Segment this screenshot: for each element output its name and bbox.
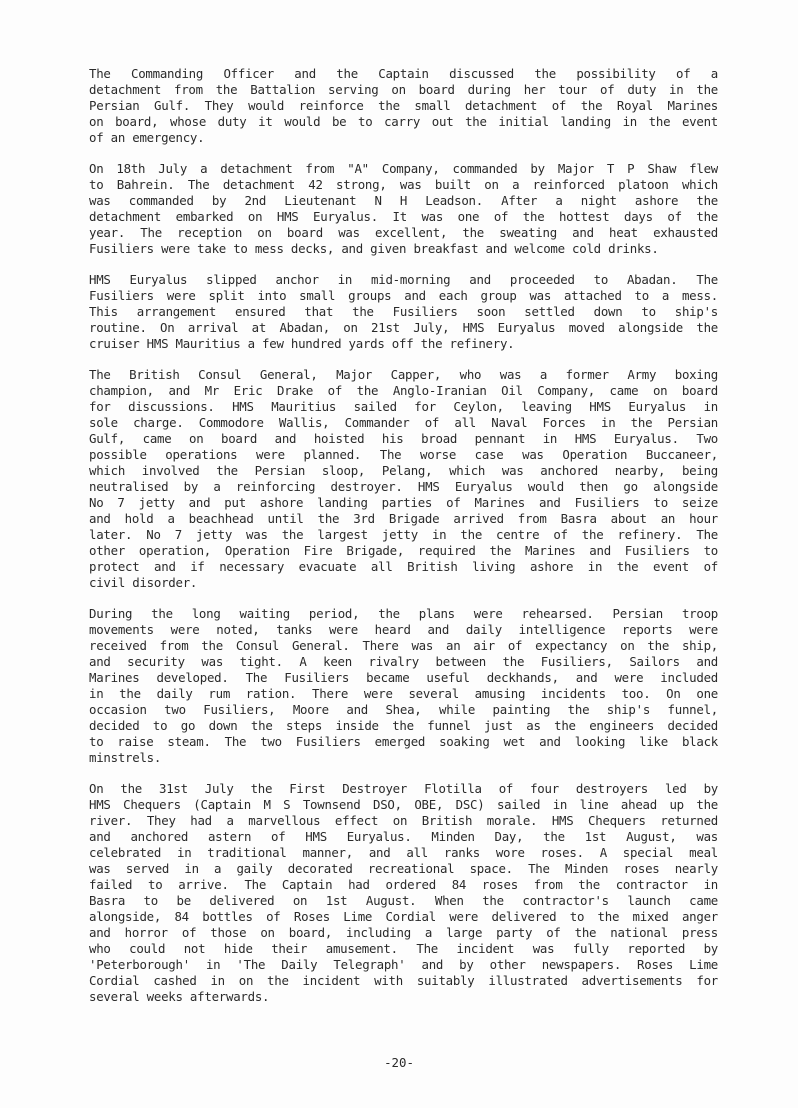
text-line: failed to arrive. The Captain had ordered 84 roses from the contractor in xyxy=(89,877,718,892)
paragraph xyxy=(89,781,718,1005)
text-line: detachment embarked on HMS Euryalus. It was one of the hottest days of the xyxy=(89,209,718,224)
text-line: to Bahrein. The detachment 42 strong, was built on a reinforced platoon which xyxy=(89,177,718,192)
text-line: routine. On arrival at Abadan, on 21st July, HMS Euryalus moved alongside the xyxy=(89,320,718,335)
paragraph xyxy=(89,161,718,257)
text-line: Persian Gulf. They would reinforce the small detachment of the Royal Marines xyxy=(89,98,718,113)
text-line: received from the Consul General. There was an air of expectancy on the ship, xyxy=(89,638,718,653)
text-line: for discussions. HMS Mauritius sailed for Ceylon, leaving HMS Euryalus in xyxy=(89,399,718,414)
text-line: Fusiliers were take to mess decks, and given breakfast and welcome cold drinks. xyxy=(89,241,659,256)
paragraph xyxy=(89,272,718,352)
paragraph xyxy=(89,606,718,766)
page-number: -20- xyxy=(384,1055,414,1070)
text-line: The British Consul General, Major Capper, who was a former Army boxing xyxy=(89,367,718,382)
text-line: Marines developed. The Fusiliers became useful deckhands, and were included xyxy=(89,670,718,685)
text-line: This arrangement ensured that the Fusiliers soon settled down to ship's xyxy=(89,304,718,319)
text-line: was served in a gaily decorated recreational space. The Minden roses nearly xyxy=(89,861,718,876)
text-line: 'Peterborough' in 'The Daily Telegraph' and by other newspapers. Roses Lime xyxy=(89,957,718,972)
text-line: HMS Chequers (Captain M S Townsend DSO, OBE, DSC) sailed in line ahead up the xyxy=(89,797,718,812)
text-line: decided to go down the steps inside the funnel just as the engineers decided xyxy=(89,718,718,733)
text-line: civil disorder. xyxy=(89,575,198,590)
text-line: later. No 7 jetty was the largest jetty in the centre of the refinery. The xyxy=(89,527,718,542)
text-line: and anchored astern of HMS Euryalus. Minden Day, the 1st August, was xyxy=(89,829,718,844)
text-line: in the daily rum ration. There were several amusing incidents too. On one xyxy=(89,686,718,701)
text-line: alongside, 84 bottles of Roses Lime Cordial were delivered to the mixed anger xyxy=(89,909,718,924)
text-line: on board, whose duty it would be to carry out the initial landing in the event xyxy=(89,114,718,129)
text-line: movements were noted, tanks were heard and daily intelligence reports were xyxy=(89,622,718,637)
text-line: detachment from the Battalion serving on board during her tour of duty in the xyxy=(89,82,718,97)
text-line: neutralised by a reinforcing destroyer. HMS Euryalus would then go alongside xyxy=(89,479,718,494)
text-line: Gulf, came on board and hoisted his broad pennant in HMS Euryalus. Two xyxy=(89,431,718,446)
text-line: and hold a beachhead until the 3rd Brigade arrived from Basra about an hour xyxy=(89,511,718,526)
text-line: On the 31st July the First Destroyer Flotilla of four destroyers led by xyxy=(89,781,718,796)
text-line: to raise steam. The two Fusiliers emerged soaking wet and looking like black xyxy=(89,734,718,749)
text-line: Cordial cashed in on the incident with suitably illustrated advertisements for xyxy=(89,973,718,988)
paragraph xyxy=(89,66,718,146)
text-line: and horror of those on board, including a large party of the national press xyxy=(89,925,718,940)
text-line: No 7 jetty and put ashore landing parties of Marines and Fusiliers to seize xyxy=(89,495,718,510)
text-line: occasion two Fusiliers, Moore and Shea, while painting the ship's funnel, xyxy=(89,702,718,717)
text-line: was commanded by 2nd Lieutenant N H Leadson. After a night ashore the xyxy=(89,193,718,208)
text-line: sole charge. Commodore Wallis, Commander of all Naval Forces in the Persian xyxy=(89,415,718,430)
text-line: year. The reception on board was excellent, the sweating and heat exhausted xyxy=(89,225,718,240)
text-line: The Commanding Officer and the Captain discussed the possibility of a xyxy=(89,66,718,81)
text-line: who could not hide their amusement. The incident was fully reported by xyxy=(89,941,718,956)
text-line: and security was tight. A keen rivalry between the Fusiliers, Sailors and xyxy=(89,654,718,669)
text-line: several weeks afterwards. xyxy=(89,989,270,1004)
text-line: HMS Euryalus slipped anchor in mid-morning and proceeded to Abadan. The xyxy=(89,272,718,287)
text-line: Basra to be delivered on 1st August. When the contractor's launch came xyxy=(89,893,718,908)
text-line: minstrels. xyxy=(89,750,162,765)
paragraph xyxy=(89,367,718,591)
text-line: possible operations were planned. The worse case was Operation Buccaneer, xyxy=(89,447,718,462)
text-line: cruiser HMS Mauritius a few hundred yards off the refinery. xyxy=(89,336,515,351)
text-line: Fusiliers were split into small groups and each group was attached to a mess. xyxy=(89,288,718,303)
text-line: During the long waiting period, the plans were rehearsed. Persian troop xyxy=(89,606,718,621)
text-line: of an emergency. xyxy=(89,130,205,145)
body-text xyxy=(89,66,718,1020)
text-line: celebrated in traditional manner, and all ranks wore roses. A special meal xyxy=(89,845,718,860)
text-line: On 18th July a detachment from "A" Company, commanded by Major T P Shaw flew xyxy=(89,161,718,176)
text-line: protect and if necessary evacuate all British living ashore in the event of xyxy=(89,559,718,574)
text-line: which involved the Persian sloop, Pelang, which was anchored nearby, being xyxy=(89,463,718,478)
text-line: river. They had a marvellous effect on British morale. HMS Chequers returned xyxy=(89,813,718,828)
text-line: champion, and Mr Eric Drake of the Anglo-Iranian Oil Company, came on board xyxy=(89,383,718,398)
text-line: other operation, Operation Fire Brigade, required the Marines and Fusiliers to xyxy=(89,543,718,558)
